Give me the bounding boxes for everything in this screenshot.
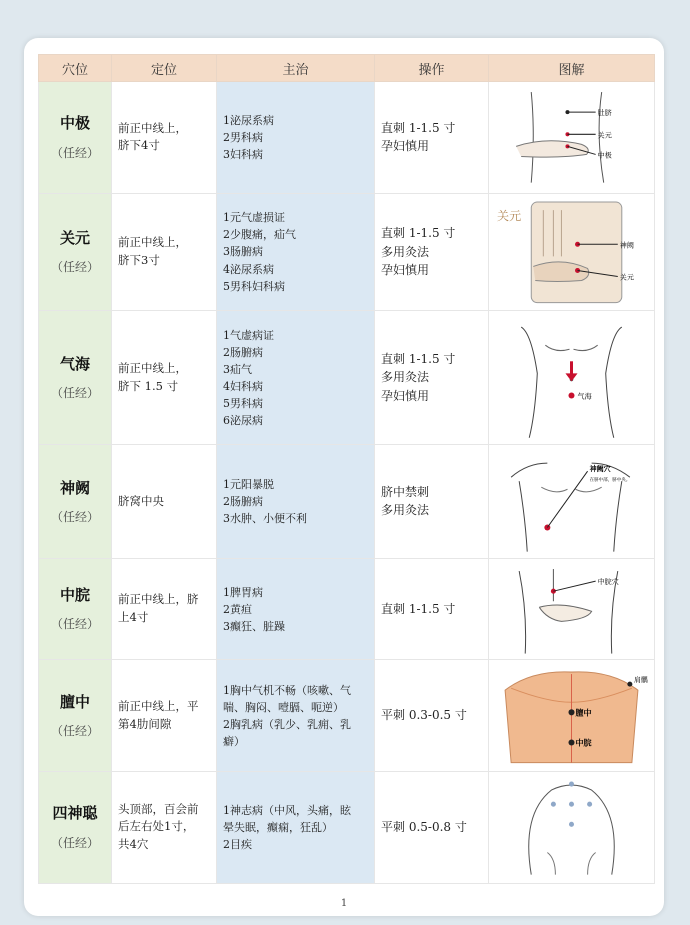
location-line: 前正中线上，脐 bbox=[118, 592, 199, 607]
indication-line: 2少腹痛，疝气 bbox=[223, 228, 296, 242]
figure-label: 中脘穴 bbox=[597, 576, 619, 586]
location-line: 上4寸 bbox=[118, 610, 149, 625]
figure-label: 肩髃 bbox=[633, 675, 648, 685]
location-line: 前正中线上， bbox=[118, 235, 187, 250]
location-cell bbox=[112, 558, 217, 660]
indications-cell bbox=[217, 193, 375, 311]
indication-line: 3妇科病 bbox=[223, 147, 263, 161]
indication-line: 1胸中气机不畅（咳嗽、气 bbox=[223, 683, 351, 697]
point-name-cell bbox=[39, 558, 112, 660]
operation-line: 多用灸法 bbox=[381, 370, 430, 385]
indication-line: 5男科病 bbox=[223, 396, 263, 410]
operation-line: 平刺 0.5-0.8 寸 bbox=[381, 820, 467, 835]
location-cell bbox=[112, 772, 217, 884]
indication-line: 6泌尿病 bbox=[223, 413, 263, 427]
meridian-label: （任经） bbox=[50, 617, 99, 632]
indication-line: 1元阳暴脱 bbox=[223, 477, 274, 491]
point-name-cell bbox=[39, 311, 112, 445]
sishencong-head-illustration bbox=[491, 774, 652, 881]
table-row bbox=[39, 558, 655, 660]
operation-cell bbox=[375, 772, 489, 884]
figure-label: 神阙 bbox=[619, 239, 634, 249]
figure-label: 关元 bbox=[497, 208, 522, 223]
figure-label: 气海 bbox=[577, 391, 592, 401]
qihai-abdomen-illustration bbox=[491, 313, 652, 442]
location-cell bbox=[112, 660, 217, 772]
indication-line: 3癫狂、脏躁 bbox=[223, 619, 285, 633]
operation-line: 直刺 1-1.5 寸 bbox=[381, 226, 456, 241]
indication-line: 1泌尿系病 bbox=[223, 113, 274, 127]
point-name: 关元 bbox=[59, 229, 90, 248]
illustration-cell bbox=[489, 193, 655, 311]
table-row bbox=[39, 445, 655, 559]
danzhong-chest-illustration bbox=[491, 662, 652, 769]
header-point: 穴位 bbox=[39, 55, 112, 82]
indication-line: 1气虚病证 bbox=[223, 328, 274, 342]
point-name: 中极 bbox=[59, 114, 90, 133]
figure-label: 肚脐 bbox=[597, 108, 612, 118]
operation-cell bbox=[375, 558, 489, 660]
indications-cell bbox=[217, 82, 375, 194]
operation-line: 孕妇慎用 bbox=[381, 263, 430, 278]
point-name-cell bbox=[39, 445, 112, 559]
table-row bbox=[39, 82, 655, 194]
location-line: 头顶部，百会前 bbox=[118, 801, 199, 816]
table-row bbox=[39, 772, 655, 884]
indication-line: 晕失眠，癫痫，狂乱） bbox=[223, 820, 333, 834]
indication-line: 4妇科病 bbox=[223, 379, 263, 393]
meridian-label: （任经） bbox=[50, 835, 99, 850]
operation-line: 直刺 1-1.5 寸 bbox=[381, 601, 456, 616]
location-cell bbox=[112, 311, 217, 445]
figure-label: 关元 bbox=[597, 130, 612, 140]
indications-cell bbox=[217, 311, 375, 445]
location-line: 脐下3寸 bbox=[118, 253, 160, 267]
indications-cell bbox=[217, 772, 375, 884]
indication-line: 2肠腑病 bbox=[223, 494, 263, 508]
zhongji-abdomen-illustration bbox=[491, 84, 652, 191]
figure-label: 膻中 bbox=[575, 707, 592, 718]
meridian-label: （任经） bbox=[50, 386, 99, 401]
location-cell bbox=[112, 193, 217, 311]
point-name-cell bbox=[39, 660, 112, 772]
point-name-cell bbox=[39, 772, 112, 884]
point-name-cell bbox=[39, 82, 112, 194]
point-name: 中脘 bbox=[59, 586, 90, 605]
table-row bbox=[39, 193, 655, 311]
location-line: 前正中线上，平 bbox=[118, 698, 199, 713]
location-line: 脐窝中央 bbox=[118, 493, 164, 508]
indication-line: 3水肿、小便不利 bbox=[223, 512, 307, 525]
location-line: 第4肋间隙 bbox=[118, 716, 172, 731]
indication-line: 2男科病 bbox=[223, 130, 263, 144]
location-cell bbox=[112, 445, 217, 559]
meridian-label: （任经） bbox=[50, 260, 99, 275]
meridian-label: （任经） bbox=[50, 724, 99, 739]
acupoint-table bbox=[38, 54, 655, 884]
indications-cell bbox=[217, 558, 375, 660]
table-row bbox=[39, 660, 655, 772]
meridian-label: （任经） bbox=[50, 509, 99, 524]
indication-line: 3肠腑病 bbox=[223, 245, 263, 259]
location-line: 后左右处1寸， bbox=[118, 819, 195, 834]
operation-line: 孕妇慎用 bbox=[381, 139, 430, 154]
table-header-row bbox=[39, 55, 655, 82]
point-name: 膻中 bbox=[59, 692, 90, 711]
operation-line: 平刺 0.3-0.5 寸 bbox=[381, 708, 467, 723]
point-name: 神阙 bbox=[59, 478, 90, 497]
meridian-label: （任经） bbox=[50, 145, 99, 160]
illustration-cell bbox=[489, 772, 655, 884]
indication-line: 2黄疸 bbox=[223, 602, 252, 616]
header-illustration: 图解 bbox=[489, 55, 655, 82]
figure-label: 神阙穴 bbox=[589, 464, 611, 474]
table-row bbox=[39, 311, 655, 445]
illustration-cell bbox=[489, 445, 655, 559]
point-name: 四神聪 bbox=[52, 804, 98, 823]
guanyuan-abdomen-illustration bbox=[491, 196, 652, 309]
point-name-cell bbox=[39, 193, 112, 311]
illustration-cell bbox=[489, 558, 655, 660]
operation-line: 多用灸法 bbox=[381, 244, 430, 259]
indication-line: 喘、胸闷、噎膈、呃逆） bbox=[223, 700, 344, 714]
indication-line: 2目疾 bbox=[223, 837, 252, 851]
indication-line: 5男科妇科病 bbox=[223, 279, 285, 293]
indication-line: 1神志病（中风，头痛，眩 bbox=[223, 803, 351, 817]
indication-line: 4泌尿系病 bbox=[223, 262, 274, 276]
illustration-cell bbox=[489, 311, 655, 445]
indication-line: 2胸乳病（乳少、乳痈、乳 bbox=[223, 717, 351, 731]
operation-line: 多用灸法 bbox=[381, 503, 430, 518]
indication-line: 3疝气 bbox=[223, 362, 252, 376]
page-number: 1 bbox=[340, 898, 348, 909]
point-name: 气海 bbox=[59, 354, 90, 373]
indication-line: 1元气虚损证 bbox=[223, 211, 285, 225]
indications-cell bbox=[217, 445, 375, 559]
operation-line: 直刺 1-1.5 寸 bbox=[381, 351, 456, 366]
header-operation: 操作 bbox=[375, 55, 489, 82]
document-sheet bbox=[24, 38, 664, 916]
operation-cell bbox=[375, 311, 489, 445]
operation-line: 直刺 1-1.5 寸 bbox=[381, 120, 456, 135]
illustration-cell bbox=[489, 82, 655, 194]
header-indications: 主治 bbox=[217, 55, 375, 82]
location-line: 脐下 1.5 寸 bbox=[118, 378, 179, 393]
figure-label: 关元 bbox=[619, 272, 634, 282]
location-line: 脐下4寸 bbox=[118, 138, 160, 153]
indication-line: 2肠腑病 bbox=[223, 345, 263, 359]
operation-line: 脐中禁刺 bbox=[381, 484, 430, 499]
indications-cell bbox=[217, 660, 375, 772]
location-cell bbox=[112, 82, 217, 194]
operation-cell bbox=[375, 660, 489, 772]
indication-line: 1脾胃病 bbox=[223, 585, 263, 599]
location-line: 前正中线上， bbox=[118, 360, 187, 375]
indication-line: 癖） bbox=[223, 734, 245, 748]
header-location: 定位 bbox=[112, 55, 217, 82]
figure-label: 中脘 bbox=[575, 737, 592, 748]
shenque-torso-illustration bbox=[491, 447, 652, 556]
operation-cell bbox=[375, 445, 489, 559]
operation-cell bbox=[375, 193, 489, 311]
figure-label: 中极 bbox=[597, 150, 612, 160]
illustration-cell bbox=[489, 660, 655, 772]
figure-label: 在脐中部，脐中央。 bbox=[589, 478, 631, 484]
operation-line: 孕妇慎用 bbox=[381, 389, 430, 404]
location-line: 共4穴 bbox=[118, 837, 149, 852]
zhongwan-abdomen-illustration bbox=[491, 561, 652, 658]
operation-cell bbox=[375, 82, 489, 194]
location-line: 前正中线上， bbox=[118, 120, 187, 135]
